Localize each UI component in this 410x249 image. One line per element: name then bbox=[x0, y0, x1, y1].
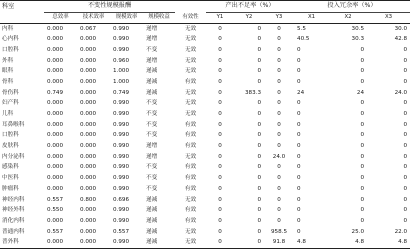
cell-x1: 0 bbox=[297, 196, 301, 203]
header-spacer bbox=[175, 1, 206, 13]
cell-validity: 有效 bbox=[184, 207, 197, 214]
cell-y2: 0 bbox=[257, 25, 261, 32]
table-row bbox=[0, 152, 410, 163]
cell-returns-to-scale: 不变 bbox=[146, 100, 158, 107]
cell-y3: 0 bbox=[277, 111, 281, 118]
cell-returns-to-scale: 不变 bbox=[146, 111, 158, 118]
cell-scale-efficiency: 0.990 bbox=[113, 46, 130, 53]
cell-department: 心内科 bbox=[2, 36, 19, 43]
cell-x2: 0 bbox=[360, 132, 365, 139]
cell-x1: 0 bbox=[297, 100, 301, 107]
cell-y1: 0 bbox=[218, 175, 222, 182]
cell-y1: 0 bbox=[218, 185, 222, 192]
cell-validity: 有效 bbox=[184, 121, 197, 128]
cell-scale-efficiency: 0.990 bbox=[113, 36, 130, 43]
cell-technical-efficiency: 0.000 bbox=[80, 111, 97, 118]
cell-department: 神经外科 bbox=[2, 207, 25, 214]
cell-total-efficiency: 0.000 bbox=[47, 143, 64, 150]
cell-x2: 25.0 bbox=[351, 228, 365, 235]
cell-scale-efficiency: 0.557 bbox=[113, 228, 130, 235]
cell-total-efficiency: 0.000 bbox=[47, 78, 64, 85]
cell-y1: 0 bbox=[218, 164, 222, 171]
cell-validity: 无效 bbox=[184, 25, 197, 32]
cell-scale-efficiency: 0.990 bbox=[113, 207, 130, 214]
cell-y1: 0 bbox=[218, 36, 222, 43]
col-header-y2: Y2 bbox=[234, 13, 264, 24]
cell-y2: 0 bbox=[257, 228, 261, 235]
cell-scale-efficiency: 0.990 bbox=[113, 25, 130, 32]
cell-x2: 0 bbox=[360, 68, 365, 75]
cell-y3: 0 bbox=[277, 196, 281, 203]
subheader-spacer bbox=[0, 13, 44, 24]
table-row bbox=[0, 142, 410, 153]
cell-x3: 42.8 bbox=[394, 36, 408, 43]
col-header-technical-efficiency: 技术效率 bbox=[77, 13, 110, 24]
cell-y3: 0 bbox=[277, 78, 281, 85]
cell-total-efficiency: 0.000 bbox=[47, 132, 64, 139]
table-subheader-row bbox=[0, 13, 410, 24]
cell-total-efficiency: 0.000 bbox=[47, 153, 64, 160]
cell-total-efficiency: 0.000 bbox=[47, 36, 64, 43]
cell-y3: 0 bbox=[277, 164, 281, 171]
cell-returns-to-scale: 不变 bbox=[146, 46, 158, 53]
cell-department: 口腔科 bbox=[2, 46, 19, 53]
cell-x1: 24 bbox=[297, 89, 305, 96]
cell-x2: 0 bbox=[360, 46, 365, 53]
cell-y1: 0 bbox=[218, 68, 222, 75]
cell-y1: 0 bbox=[218, 196, 222, 203]
cell-validity: 无效 bbox=[184, 68, 197, 75]
cell-technical-efficiency: 0.000 bbox=[80, 89, 97, 96]
cell-technical-efficiency: 0.000 bbox=[80, 100, 97, 107]
corner-header: 科室 bbox=[0, 1, 44, 13]
cell-scale-efficiency: 1.000 bbox=[113, 78, 130, 85]
cell-x3: 0 bbox=[403, 111, 408, 118]
cell-y2: 0 bbox=[257, 164, 261, 171]
cell-technical-efficiency: 0.067 bbox=[80, 25, 97, 32]
col-header-validity: 有效性 bbox=[175, 13, 206, 24]
cell-x1: 0 bbox=[297, 153, 301, 160]
cell-returns-to-scale: 递增 bbox=[146, 25, 158, 32]
cell-technical-efficiency: 0.000 bbox=[80, 46, 97, 53]
cell-scale-efficiency: 0.990 bbox=[113, 132, 130, 139]
cell-department: 消化内科 bbox=[2, 217, 25, 224]
cell-y3: 0 bbox=[277, 132, 281, 139]
cell-y2: 0 bbox=[257, 121, 261, 128]
cell-y1: 0 bbox=[218, 121, 222, 128]
cell-y2: 383.3 bbox=[244, 89, 261, 96]
cell-x3: 30.0 bbox=[394, 25, 408, 32]
cell-x3: 0 bbox=[403, 132, 408, 139]
cell-scale-efficiency: 0.696 bbox=[113, 196, 130, 203]
cell-returns-to-scale: 递减 bbox=[146, 207, 158, 214]
cell-x2: 30.5 bbox=[351, 25, 365, 32]
cell-validity: 无效 bbox=[175, 238, 206, 249]
cell-technical-efficiency: 0.000 bbox=[77, 238, 110, 249]
cell-x2: 4.8 bbox=[329, 238, 367, 249]
cell-technical-efficiency: 0.000 bbox=[80, 78, 97, 85]
cell-y3: 0 bbox=[277, 143, 281, 150]
cell-department: 眼科 bbox=[2, 68, 14, 75]
cell-y1: 0 bbox=[218, 57, 222, 64]
cell-y2: 0 bbox=[257, 68, 261, 75]
cell-total-efficiency: 0.000 bbox=[47, 46, 64, 53]
cell-validity: 无效 bbox=[184, 111, 197, 118]
cell-x3: 0 bbox=[403, 46, 408, 53]
cell-total-efficiency: 0.000 bbox=[47, 57, 64, 64]
cell-returns-to-scale: 递减 bbox=[146, 196, 158, 203]
cell-x3: 0 bbox=[403, 196, 408, 203]
cell-x1: 0 bbox=[297, 78, 301, 85]
col-header-x2: X2 bbox=[329, 13, 367, 24]
cell-x1: 0 bbox=[297, 111, 301, 118]
cell-department: 外科 bbox=[2, 57, 14, 64]
cell-y2: 0 bbox=[257, 46, 261, 53]
cell-y2: 0 bbox=[234, 238, 264, 249]
cell-x2: 0 bbox=[360, 207, 365, 214]
cell-total-efficiency: 0.000 bbox=[47, 100, 64, 107]
cell-y1: 0 bbox=[218, 143, 222, 150]
cell-x3: 0 bbox=[403, 68, 408, 75]
group-header-crs: 不变性规模报酬 bbox=[44, 1, 175, 13]
cell-x1: 0 bbox=[297, 57, 301, 64]
table-row bbox=[0, 99, 410, 110]
cell-department: 骨科 bbox=[2, 78, 14, 85]
cell-x1: 0 bbox=[297, 68, 301, 75]
table-row bbox=[0, 24, 410, 35]
cell-x1: 4.8 bbox=[294, 238, 329, 249]
cell-y3: 0 bbox=[277, 89, 281, 96]
cell-y2: 0 bbox=[257, 36, 261, 43]
cell-department: 内科 bbox=[2, 25, 14, 32]
cell-returns-to-scale: 递增 bbox=[146, 57, 158, 64]
col-header-y3: Y3 bbox=[264, 13, 294, 24]
cell-y2: 0 bbox=[257, 217, 261, 224]
table-row bbox=[0, 67, 410, 78]
cell-x3: 4.8 bbox=[367, 238, 410, 249]
cell-x2: 0 bbox=[360, 121, 365, 128]
col-header-returns-to-scale: 规模收益 bbox=[143, 13, 175, 24]
cell-technical-efficiency: 0.000 bbox=[80, 164, 97, 171]
cell-x1: 5.5 bbox=[297, 25, 306, 32]
cell-department: 神经内科 bbox=[2, 196, 25, 203]
cell-department: 中医科 bbox=[2, 175, 19, 182]
cell-x3: 22.0 bbox=[394, 228, 408, 235]
group-header-output-shortfall: 产出不足率（%） bbox=[206, 1, 294, 13]
cell-y3: 0 bbox=[277, 36, 281, 43]
cell-x2: 0 bbox=[360, 217, 365, 224]
cell-x2: 0 bbox=[360, 185, 365, 192]
col-header-total-efficiency: 总效率 bbox=[44, 13, 77, 24]
table-row bbox=[0, 56, 410, 67]
cell-y2: 0 bbox=[257, 143, 261, 150]
cell-y1: 0 bbox=[218, 228, 222, 235]
table-header-row bbox=[0, 1, 410, 13]
cell-validity: 有效 bbox=[184, 132, 197, 139]
cell-x3: 24.0 bbox=[394, 89, 408, 96]
cell-y2: 0 bbox=[257, 100, 261, 107]
cell-y1: 0 bbox=[218, 100, 222, 107]
cell-scale-efficiency: 0.990 bbox=[113, 111, 130, 118]
cell-x1: 40.5 bbox=[297, 36, 310, 43]
cell-y3: 0 bbox=[277, 185, 281, 192]
col-header-scale-efficiency: 规模效率 bbox=[110, 13, 143, 24]
cell-x3: 0 bbox=[403, 100, 408, 107]
cell-returns-to-scale: 递增 bbox=[146, 153, 158, 160]
cell-x1: 0 bbox=[297, 217, 301, 224]
cell-x2: 0 bbox=[360, 164, 365, 171]
cell-x2: 24 bbox=[356, 89, 365, 96]
cell-y2: 0 bbox=[257, 132, 261, 139]
cell-returns-to-scale: 不变 bbox=[146, 121, 158, 128]
cell-x1: 0 bbox=[297, 132, 301, 139]
cell-total-efficiency: 0.550 bbox=[47, 207, 64, 214]
cell-technical-efficiency: 0.000 bbox=[80, 217, 97, 224]
cell-scale-efficiency: 0.990 bbox=[110, 238, 143, 249]
cell-technical-efficiency: 0.000 bbox=[80, 143, 97, 150]
cell-y3: 0 bbox=[277, 46, 281, 53]
cell-technical-efficiency: 0.000 bbox=[80, 132, 97, 139]
cell-y3: 0 bbox=[277, 121, 281, 128]
cell-validity: 有效 bbox=[184, 217, 197, 224]
cell-y2: 0 bbox=[257, 196, 261, 203]
cell-x3: 0 bbox=[403, 185, 408, 192]
cell-department: 内分泌科 bbox=[2, 153, 25, 160]
cell-x1: 0 bbox=[297, 164, 301, 171]
cell-y3: 958.5 bbox=[271, 228, 288, 235]
cell-department: 普通内科 bbox=[2, 228, 25, 235]
table-row bbox=[0, 120, 410, 131]
cell-validity: 无效 bbox=[184, 89, 197, 96]
cell-y1: 0 bbox=[218, 207, 222, 214]
table-row bbox=[0, 163, 410, 174]
cell-x2: 0 bbox=[360, 57, 365, 64]
cell-y1: 0 bbox=[218, 111, 222, 118]
cell-scale-efficiency: 0.990 bbox=[113, 143, 130, 150]
cell-department: 耳鼻喉科 bbox=[2, 121, 25, 128]
cell-y3: 91.8 bbox=[264, 238, 294, 249]
cell-x1: 0 bbox=[297, 143, 301, 150]
cell-validity: 有效 bbox=[184, 185, 197, 192]
cell-department: 普外科 bbox=[0, 238, 44, 249]
cell-technical-efficiency: 0.000 bbox=[80, 185, 97, 192]
cell-scale-efficiency: 0.749 bbox=[113, 89, 130, 96]
cell-scale-efficiency: 0.960 bbox=[113, 57, 130, 64]
cell-returns-to-scale: 递减 bbox=[146, 217, 158, 224]
cell-x2: 0 bbox=[360, 100, 365, 107]
cell-returns-to-scale: 不变 bbox=[146, 185, 158, 192]
table-row bbox=[0, 184, 410, 195]
cell-department: 儿科 bbox=[2, 111, 14, 118]
cell-scale-efficiency: 0.990 bbox=[113, 121, 130, 128]
cell-returns-to-scale: 递增 bbox=[146, 143, 158, 150]
cell-x3: 0 bbox=[403, 164, 408, 171]
cell-x1: 0 bbox=[297, 121, 301, 128]
cell-y1: 0 bbox=[206, 238, 234, 249]
cell-y3: 0 bbox=[277, 68, 281, 75]
cell-scale-efficiency: 0.990 bbox=[113, 164, 130, 171]
cell-y1: 0 bbox=[218, 78, 222, 85]
table-row bbox=[0, 227, 410, 238]
cell-returns-to-scale: 递减 bbox=[146, 78, 158, 85]
cell-x2: 0 bbox=[360, 196, 365, 203]
cell-y2: 0 bbox=[257, 111, 261, 118]
table-row bbox=[0, 88, 410, 99]
group-header-input-redundancy: 投入冗余率（%） bbox=[294, 1, 410, 13]
cell-validity: 有效 bbox=[184, 143, 197, 150]
cell-x3: 0 bbox=[403, 121, 408, 128]
cell-department: 骨伤科 bbox=[2, 89, 19, 96]
cell-y2: 0 bbox=[257, 57, 261, 64]
cell-y1: 0 bbox=[218, 153, 222, 160]
cell-total-efficiency: 0.000 bbox=[47, 175, 64, 182]
cell-x3: 0 bbox=[403, 217, 408, 224]
cell-total-efficiency: 0.000 bbox=[44, 238, 77, 249]
cell-department: 皮肤科 bbox=[2, 143, 19, 150]
cell-total-efficiency: 0.000 bbox=[47, 25, 64, 32]
cell-technical-efficiency: 0.000 bbox=[80, 175, 97, 182]
col-header-x1: X1 bbox=[294, 13, 329, 24]
cell-scale-efficiency: 0.990 bbox=[113, 175, 130, 182]
cell-y2: 0 bbox=[257, 175, 261, 182]
cell-x1: 0 bbox=[297, 185, 301, 192]
cell-x3: 0 bbox=[403, 78, 408, 85]
cell-validity: 有效 bbox=[184, 164, 197, 171]
cell-x1: 0 bbox=[297, 46, 301, 53]
cell-returns-to-scale: 递增 bbox=[146, 36, 158, 43]
cell-y1: 0 bbox=[218, 132, 222, 139]
cell-x3: 0 bbox=[403, 143, 408, 150]
cell-y3: 24.0 bbox=[272, 153, 286, 160]
cell-x2: 0 bbox=[360, 143, 365, 150]
cell-x2: 0 bbox=[360, 175, 365, 182]
table-row bbox=[0, 174, 410, 185]
cell-total-efficiency: 0.749 bbox=[47, 89, 64, 96]
cell-x3: 0 bbox=[403, 57, 408, 64]
cell-technical-efficiency: 0.000 bbox=[80, 68, 97, 75]
cell-y2: 0 bbox=[257, 153, 261, 160]
cell-validity: 无效 bbox=[184, 46, 197, 53]
cell-total-efficiency: 0.557 bbox=[47, 196, 64, 203]
table-body bbox=[0, 24, 410, 249]
cell-y3: 0 bbox=[277, 57, 281, 64]
cell-y3: 0 bbox=[277, 25, 281, 32]
cell-department: 口腔科 bbox=[2, 132, 19, 139]
cell-total-efficiency: 0.000 bbox=[47, 164, 64, 171]
cell-x3: 0 bbox=[403, 175, 408, 182]
cell-technical-efficiency: 0.000 bbox=[80, 36, 97, 43]
cell-returns-to-scale: 不变 bbox=[146, 164, 158, 171]
cell-department: 妇产科 bbox=[2, 100, 19, 107]
cell-returns-to-scale: 递减 bbox=[146, 228, 158, 235]
cell-validity: 无效 bbox=[184, 153, 197, 160]
cell-scale-efficiency: 1.000 bbox=[113, 68, 130, 75]
cell-x2: 0 bbox=[360, 153, 365, 160]
cell-scale-efficiency: 0.990 bbox=[113, 100, 130, 107]
cell-validity: 有效 bbox=[184, 175, 197, 182]
table-row bbox=[0, 45, 410, 56]
cell-total-efficiency: 0.000 bbox=[47, 185, 64, 192]
cell-y3: 0 bbox=[277, 207, 281, 214]
cell-returns-to-scale: 不变 bbox=[146, 175, 158, 182]
cell-validity: 有效 bbox=[184, 78, 197, 85]
cell-validity: 无效 bbox=[184, 36, 197, 43]
cell-validity: 无效 bbox=[184, 228, 197, 235]
cell-y3: 0 bbox=[277, 217, 281, 224]
cell-validity: 无效 bbox=[184, 100, 197, 107]
col-header-y1: Y1 bbox=[206, 13, 234, 24]
col-header-x3: X3 bbox=[367, 13, 410, 24]
cell-total-efficiency: 0.000 bbox=[47, 68, 64, 75]
cell-x1: 0 bbox=[297, 228, 301, 235]
cell-x2: 30.3 bbox=[351, 36, 365, 43]
cell-returns-to-scale: 递减 bbox=[143, 238, 175, 249]
cell-total-efficiency: 0.000 bbox=[47, 217, 64, 224]
cell-technical-efficiency: 0.000 bbox=[80, 57, 97, 64]
cell-y3: 0 bbox=[277, 100, 281, 107]
cell-x1: 0 bbox=[297, 207, 301, 214]
table-row bbox=[0, 110, 410, 121]
cell-y1: 0 bbox=[218, 89, 222, 96]
cell-y1: 0 bbox=[218, 217, 222, 224]
table-row bbox=[0, 35, 410, 46]
table-row bbox=[0, 238, 410, 249]
cell-validity: 无效 bbox=[184, 196, 197, 203]
cell-scale-efficiency: 0.990 bbox=[113, 153, 130, 160]
cell-scale-efficiency: 0.990 bbox=[113, 217, 130, 224]
table-row bbox=[0, 195, 410, 206]
cell-x2: 0 bbox=[360, 111, 365, 118]
cell-scale-efficiency: 0.990 bbox=[113, 185, 130, 192]
cell-y1: 0 bbox=[218, 25, 222, 32]
cell-returns-to-scale: 递减 bbox=[146, 68, 158, 75]
table-row bbox=[0, 131, 410, 142]
cell-validity: 无效 bbox=[184, 57, 197, 64]
cell-y3: 0 bbox=[277, 175, 281, 182]
cell-x3: 0 bbox=[403, 207, 408, 214]
cell-technical-efficiency: 0.000 bbox=[80, 153, 97, 160]
cell-department: 肿瘤科 bbox=[2, 185, 19, 192]
cell-total-efficiency: 0.557 bbox=[47, 228, 64, 235]
table-row bbox=[0, 216, 410, 227]
cell-y1: 0 bbox=[218, 46, 222, 53]
table-row bbox=[0, 77, 410, 88]
cell-technical-efficiency: 0.000 bbox=[80, 228, 97, 235]
cell-x1: 0 bbox=[297, 175, 301, 182]
cell-x2: 0 bbox=[360, 78, 365, 85]
cell-returns-to-scale: 递减 bbox=[146, 89, 158, 96]
cell-y2: 0 bbox=[257, 207, 261, 214]
cell-total-efficiency: 0.000 bbox=[47, 111, 64, 118]
cell-technical-efficiency: 0.800 bbox=[80, 196, 97, 203]
cell-technical-efficiency: 0.000 bbox=[80, 121, 97, 128]
cell-returns-to-scale: 不变 bbox=[146, 132, 158, 139]
cell-department: 感染科 bbox=[2, 164, 19, 171]
cell-y2: 0 bbox=[257, 78, 261, 85]
cell-total-efficiency: 0.000 bbox=[47, 121, 64, 128]
table-row bbox=[0, 206, 410, 217]
cell-y2: 0 bbox=[257, 185, 261, 192]
cell-technical-efficiency: 0.000 bbox=[80, 207, 97, 214]
cell-x3: 0 bbox=[403, 153, 408, 160]
